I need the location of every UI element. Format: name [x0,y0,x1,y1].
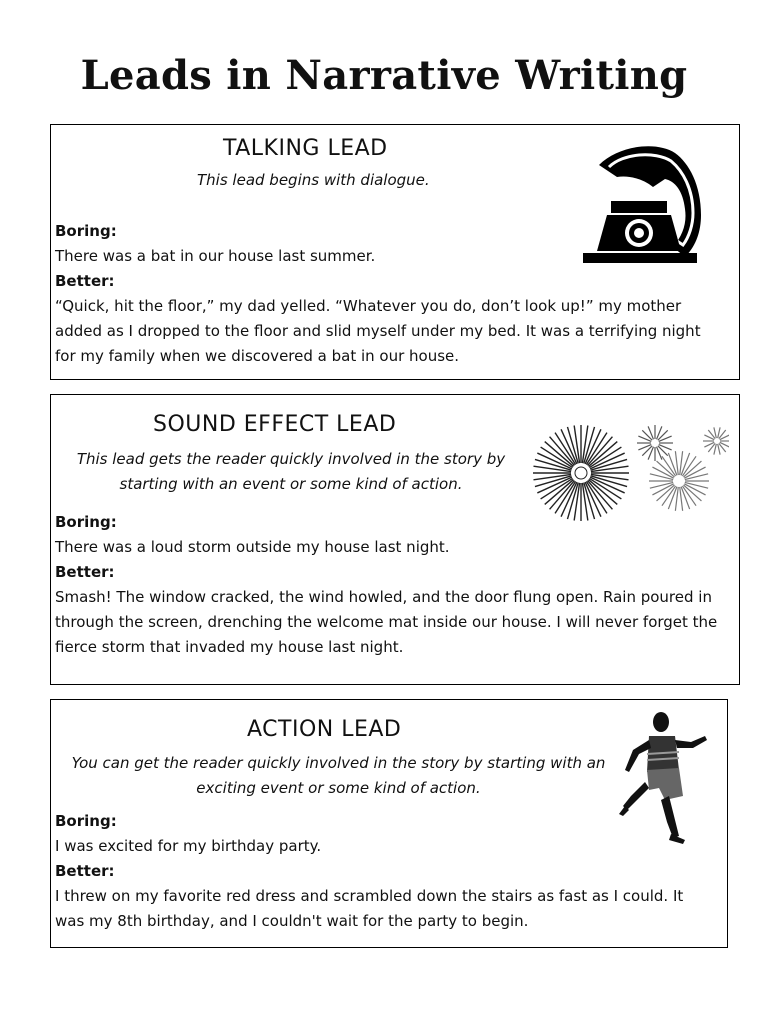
better-label: Better: [55,563,115,581]
card-description: This lead begins with dialogue. [197,171,430,189]
card-body [55,219,725,369]
boring-label: Boring: [55,513,117,531]
page-title: Leads in Narrative Writing [80,52,688,99]
card-description: You can get the reader quickly involved in the story by starting with an exciting event or some kind of action. [71,754,606,797]
better-example: “Quick, hit the floor,” my dad yelled. “Whatever you do, don’t look up!” my mother added as I dropped to the floor and slid myself under my bed. It was a terrifying night for my family when we discovered a bat in our house. [55,297,701,365]
better-example: I threw on my favorite red dress and scrambled down the stairs as fast as I could. It was my 8th birthday, and I couldn't wait for the party to begin. [55,887,684,930]
card-heading: TALKING LEAD [223,136,388,161]
boring-label: Boring: [55,812,117,830]
card-description: This lead gets the reader quickly involved in the story by starting with an event or some kind of action. [76,450,506,493]
fireworks-icon [529,421,729,521]
better-label: Better: [55,272,115,290]
card-heading: ACTION LEAD [247,717,402,742]
card-heading: SOUND EFFECT LEAD [153,412,397,437]
action-lead-card [50,699,728,948]
boring-example: There was a loud storm outside my house last night. [55,538,450,556]
boring-example: There was a bat in our house last summer. [55,247,376,265]
card-body [55,809,715,934]
sound-effect-lead-card [50,394,740,685]
boring-label: Boring: [55,222,117,240]
better-label: Better: [55,862,115,880]
card-body [55,510,725,660]
better-example: Smash! The window cracked, the wind howled, and the door flung open. Rain poured in through the screen, drenching the welcome mat inside our house. I will never forget the fierce storm that invaded my house last night. [55,588,718,656]
talking-lead-card [50,124,740,380]
boring-example: I was excited for my birthday party. [55,837,322,855]
